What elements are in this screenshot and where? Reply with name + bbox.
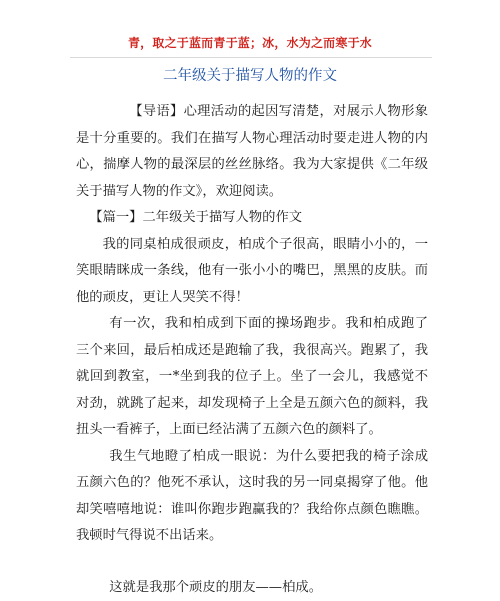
header-divider: [70, 57, 432, 58]
header-motto: 青，取之于蓝而青于蓝；冰，水为之而寒于水: [0, 34, 500, 51]
body-paragraph: 我的同桌柏成很顽皮，柏成个子很高，眼睛小小的，一笑眼睛眯成一条线，他有一张小小的嘴巴，黑黑的皮肤。而他的顽皮，更让人哭笑不得！: [76, 232, 428, 312]
intro-paragraph: 【导语】心理活动的起因写清楚，对展示人物形象是十分重要的。我们在描写人物心理活动时要走进人物的内心，揣摩人物的最深层的丝丝脉络。我为大家提供《二年级关于描写人物的作文》，欢迎阅读。: [76, 99, 428, 205]
document-title: 二年级关于描写人物的作文: [0, 64, 500, 85]
section-heading: 【篇一】二年级关于描写人物的作文: [76, 205, 428, 232]
document-body: [76, 99, 428, 601]
body-paragraph: 我生气地瞪了柏成一眼说：为什么要把我的椅子涂成五颜六色的？他死不承认，这时我的另一同桌揭穿了他。他却笑嘻嘻地说：谁叫你跑步跑赢我的？我给你点颜色瞧瞧。我顿时气得说不出话来。: [76, 444, 428, 550]
body-paragraph: 有一次，我和柏成到下面的操场跑步。我和柏成跑了三个来回，最后柏成还是跑输了我，我很高兴。跑累了，我就回到教室，一*坐到我的位子上。坐了一会儿，我感觉不对劲，就跳了起来，却发现椅子上全是五颜六色的颜料，我扭头一看裤子，上面已经沾满了五颜六色的颜料了。: [76, 311, 428, 444]
closing-paragraph: 这就是我那个顽皮的朋友——柏成。: [76, 575, 428, 601]
